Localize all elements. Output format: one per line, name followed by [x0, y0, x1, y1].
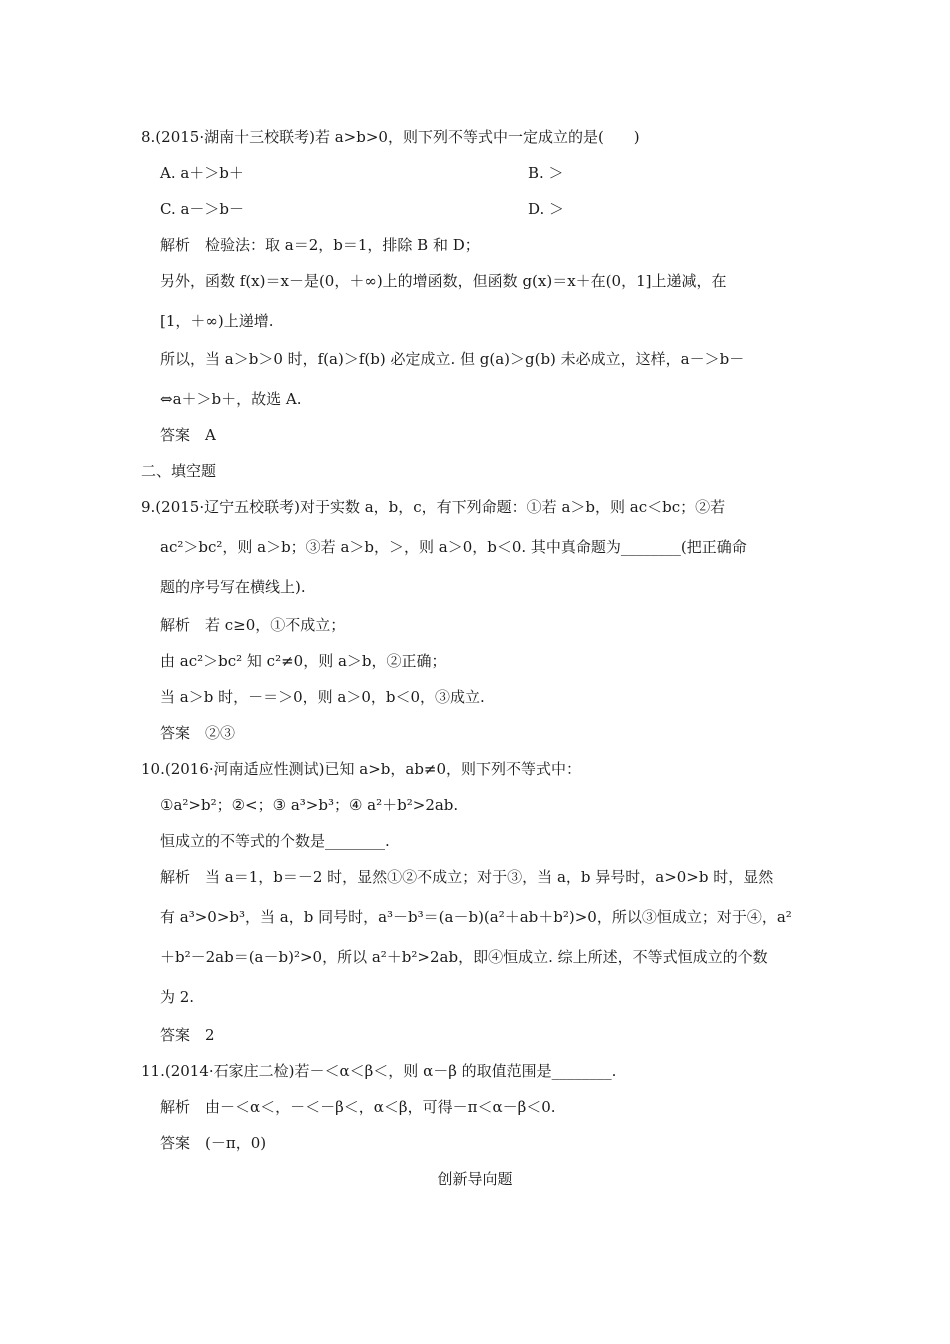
- q9-stem-line: 9.(2015·辽宁五校联考)对于实数 a，b，c，有下列命题：①若 a＞b，则 ac＜bc；②若: [141, 498, 726, 516]
- q10-analysis-line: 为 2.: [160, 988, 195, 1006]
- q9-stem-line: 题的序号写在横线上).: [160, 578, 306, 596]
- q8-option-c: C. a－＞b－: [160, 200, 245, 218]
- q9-analysis-line: 由 ac²＞bc² 知 c²≠0，则 a＞b，②正确；: [160, 652, 447, 670]
- q10-analysis-line: 有 a³>0>b³，当 a，b 同号时，a³－b³＝(a－b)(a²＋ab＋b²)>0，所以③恒成立；对于④，a²: [160, 908, 792, 926]
- q9-stem-line: ac²＞bc²，则 a＞b；③若 a＞b，＞，则 a＞0，b＜0. 其中真命题为________(把正确命: [160, 538, 747, 556]
- q9-analysis-line: 解析 若 c≥0，①不成立；: [160, 616, 346, 634]
- q10-stem-line: 10.(2016·河南适应性测试)已知 a>b，ab≠0，则下列不等式中：: [141, 760, 582, 778]
- q8-analysis-line: 另外，函数 f(x)＝x－是(0，＋∞)上的增函数，但函数 g(x)＝x＋在(0，1]上递减，在: [160, 272, 727, 290]
- q8-option-a: A. a＋＞b＋: [160, 164, 244, 182]
- q9-analysis-line: 当 a＞b 时，－＝＞0，则 a＞0，b＜0，③成立.: [160, 688, 485, 706]
- q11-analysis: 解析 由－＜α＜，－＜－β＜，α＜β，可得－π＜α－β＜0.: [160, 1098, 556, 1116]
- q8-stem: 8.(2015·湖南十三校联考)若 a>b>0，则下列不等式中一定成立的是( ): [141, 128, 640, 146]
- q11-answer: 答案 (－π，0): [160, 1134, 267, 1152]
- q8-answer: 答案 A: [160, 426, 216, 444]
- q9-answer: 答案 ②③: [160, 724, 236, 742]
- q8-analysis-line: [1，＋∞)上递增.: [160, 312, 274, 330]
- q10-answer: 答案 2: [160, 1026, 215, 1044]
- section-heading-innovation: 创新导向题: [437, 1170, 513, 1188]
- q10-analysis-line: 解析 当 a＝1，b＝－2 时，显然①②不成立；对于③，当 a，b 异号时，a>0>b 时，显然: [160, 868, 774, 886]
- q8-option-d: D. ＞: [528, 200, 565, 218]
- section-heading: 二、填空题: [141, 462, 217, 480]
- q10-stem-line: ①a²>b²；②<；③ a³>b³；④ a²＋b²>2ab.: [160, 796, 459, 814]
- q8-analysis-line: 解析 检验法：取 a＝2，b＝1，排除 B 和 D；: [160, 236, 480, 254]
- q10-stem-line: 恒成立的不等式的个数是________.: [160, 832, 390, 850]
- q8-option-b: B. ＞: [528, 164, 564, 182]
- q10-analysis-line: ＋b²－2ab＝(a－b)²>0，所以 a²＋b²>2ab，即④恒成立. 综上所述，不等式恒成立的个数: [160, 948, 768, 966]
- q11-stem: 11.(2014·石家庄二检)若－＜α＜β＜，则 α－β 的取值范围是________.: [141, 1062, 617, 1080]
- q8-analysis-line: ⇔a＋＞b＋，故选 A.: [160, 390, 302, 408]
- q8-analysis-line: 所以，当 a＞b＞0 时，f(a)＞f(b) 必定成立. 但 g(a)＞g(b) 未必成立，这样，a－＞b－: [160, 350, 745, 368]
